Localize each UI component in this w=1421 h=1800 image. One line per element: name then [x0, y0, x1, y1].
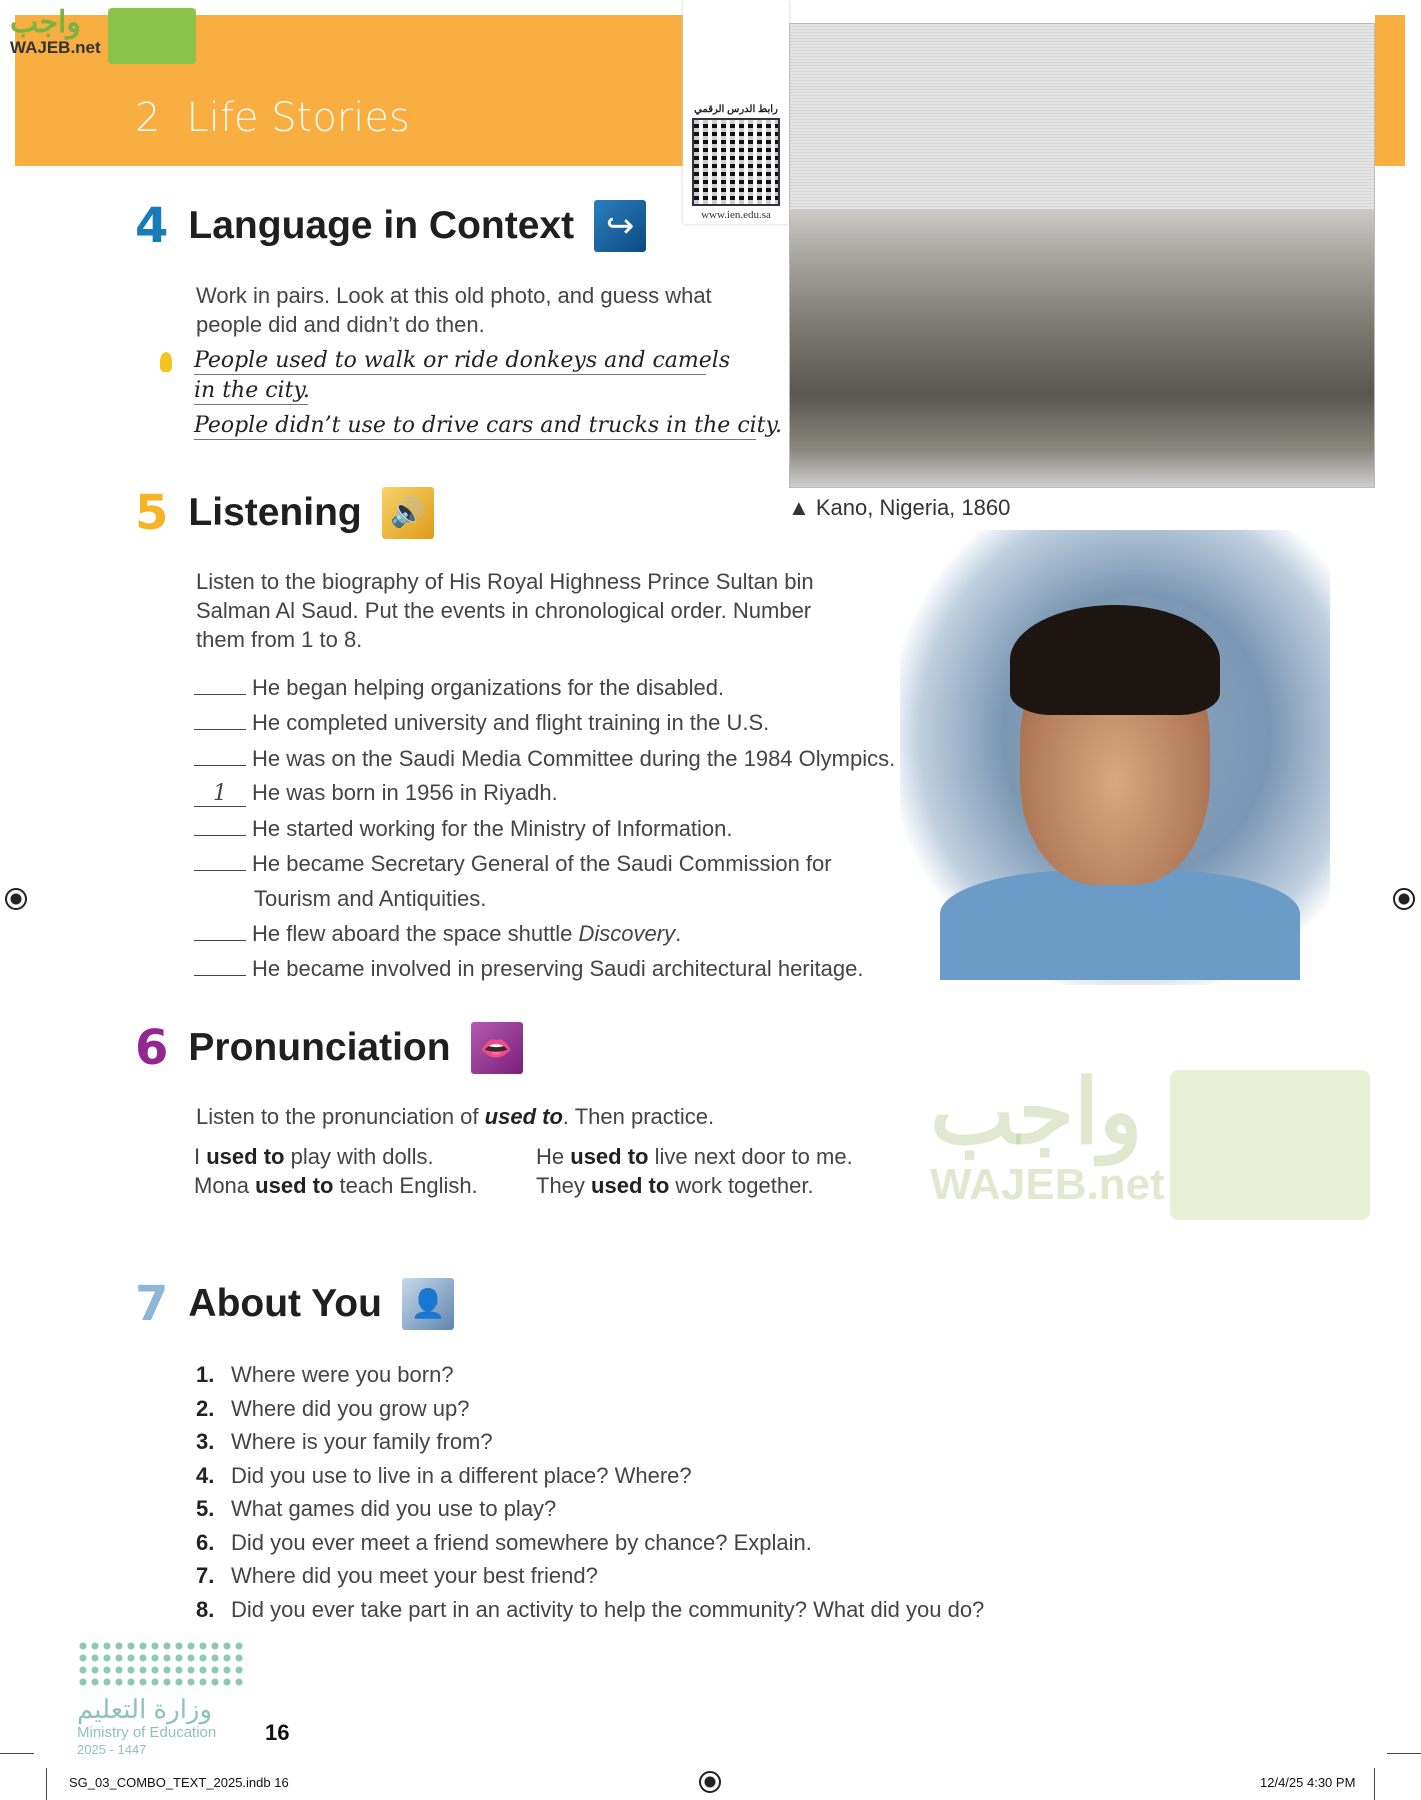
ministry-year: 2025 - 1447	[77, 1742, 147, 1757]
section-4-instructions: Work in pairs. Look at this old photo, and guess what people did and didn’t do then.	[196, 283, 712, 337]
registration-mark-icon	[699, 1771, 721, 1793]
registration-mark-icon	[5, 888, 27, 910]
section-title: Language in Context	[188, 204, 575, 247]
qr-code-box[interactable]	[683, 0, 789, 224]
event-item: He became Secretary General of the Saudi Commission for	[194, 851, 832, 877]
answer-blank[interactable]	[194, 940, 246, 941]
crop-mark	[46, 1768, 47, 1800]
watermark-latin: WAJEB.net	[930, 1160, 1165, 1209]
event-item: He started working for the Ministry of Information.	[194, 816, 733, 842]
answer-blank[interactable]	[194, 975, 246, 976]
footer-date: 12/4/25 4:30 PM	[1260, 1775, 1356, 1790]
question-item: 8. Did you ever take part in an activity to help the community? What did you do?	[196, 1597, 985, 1622]
unit-title: 2 Life Stories	[135, 95, 410, 141]
question-item: 2. Where did you grow up?	[196, 1396, 470, 1421]
section-number: 6	[135, 1020, 169, 1076]
answer-blank[interactable]: 1	[194, 781, 246, 807]
pronunciation-sentence: They used to work together.	[536, 1173, 814, 1198]
arrow-context-icon: ↪	[594, 200, 646, 252]
qr-url[interactable]: www.ien.edu.sa	[701, 209, 771, 221]
prince-portrait	[900, 530, 1330, 985]
wajeb-logo	[10, 8, 101, 58]
event-item: 1 He was born in 1956 in Riyadh.	[194, 780, 558, 807]
qr-code-icon[interactable]	[692, 118, 780, 206]
example-sentence-cont: in the city.	[194, 378, 310, 403]
event-item-cont: Tourism and Antiquities.	[254, 886, 487, 911]
speaker-audio-icon[interactable]: 🔊	[382, 487, 434, 539]
section-number: 7	[135, 1276, 169, 1332]
section-4-heading	[135, 198, 646, 254]
ministry-logo	[77, 1640, 247, 1758]
section-6-heading	[135, 1020, 523, 1076]
pronunciation-sentence: Mona used to teach English.	[194, 1173, 478, 1198]
section-title: Pronunciation	[188, 1026, 451, 1069]
crop-mark	[0, 1753, 34, 1754]
event-item: He was on the Saudi Media Committee during the 1984 Olympics.	[194, 746, 895, 772]
answer-blank[interactable]	[194, 765, 246, 766]
event-item: He began helping organizations for the disabled.	[194, 675, 724, 701]
dots-logo-icon	[77, 1640, 247, 1690]
ministry-arabic: وزارة التعليم	[77, 1694, 213, 1724]
example-sentence: People used to walk or ride donkeys and camels	[194, 348, 731, 373]
question-item: 3. Where is your family from?	[196, 1429, 493, 1454]
section-title: Listening	[188, 491, 362, 534]
footer-filename: SG_03_COMBO_TEXT_2025.indb 16	[69, 1775, 289, 1790]
question-item: 4. Did you use to live in a different place? Where?	[196, 1463, 692, 1488]
section-number: 4	[135, 198, 169, 254]
question-item: 5. What games did you use to play?	[196, 1496, 557, 1521]
watermark-book	[1170, 1070, 1370, 1220]
answer-blank[interactable]	[194, 870, 246, 871]
answer-blank[interactable]	[194, 729, 246, 730]
section-5-heading	[135, 485, 434, 541]
crop-mark	[1374, 1768, 1375, 1800]
photo-caption: ▲ Kano, Nigeria, 1860	[788, 495, 1011, 520]
section-number: 5	[135, 485, 169, 541]
section-5-instructions: Listen to the biography of His Royal Highness Prince Sultan bin Salman Al Saud. Put the events in chronological order. Number them from 1 to 8.	[196, 569, 814, 652]
event-item: He became involved in preserving Saudi architectural heritage.	[194, 956, 863, 982]
kano-photo	[789, 23, 1375, 488]
pronunciation-sentence: I used to play with dolls.	[194, 1144, 434, 1169]
question-item: 6. Did you ever meet a friend somewhere by chance? Explain.	[196, 1530, 812, 1555]
qr-label: رابط الدرس الرقمي	[694, 104, 778, 115]
logo-arabic: واجب	[10, 6, 81, 39]
question-item: 1. Where were you born?	[196, 1362, 454, 1387]
lightbulb-icon	[160, 352, 172, 372]
section-6-instructions: Listen to the pronunciation of used to. Then practice.	[196, 1104, 715, 1129]
question-item: 7. Where did you meet your best friend?	[196, 1563, 598, 1588]
lips-pronunciation-icon[interactable]: 👄	[471, 1022, 523, 1074]
answer-blank[interactable]	[194, 694, 246, 695]
ministry-english: Ministry of Education	[77, 1724, 217, 1741]
section-title: About You	[188, 1282, 382, 1325]
person-icon: 👤	[402, 1278, 454, 1330]
book-icon	[108, 8, 196, 64]
example-sentence: People didn’t use to drive cars and trucks in the city.	[194, 413, 783, 438]
watermark-arabic: واجب	[930, 1063, 1143, 1163]
page-number: 16	[265, 1720, 290, 1745]
banner-edge	[1375, 15, 1405, 166]
answer-blank[interactable]	[194, 835, 246, 836]
event-item: He completed university and flight training in the U.S.	[194, 710, 769, 736]
crop-mark	[1387, 1753, 1421, 1754]
registration-mark-icon	[1393, 888, 1415, 910]
section-7-heading	[135, 1276, 454, 1332]
event-item: He flew aboard the space shuttle Discovery.	[194, 921, 681, 947]
logo-latin: WAJEB.net	[10, 38, 101, 57]
pronunciation-sentence: He used to live next door to me.	[536, 1144, 853, 1169]
